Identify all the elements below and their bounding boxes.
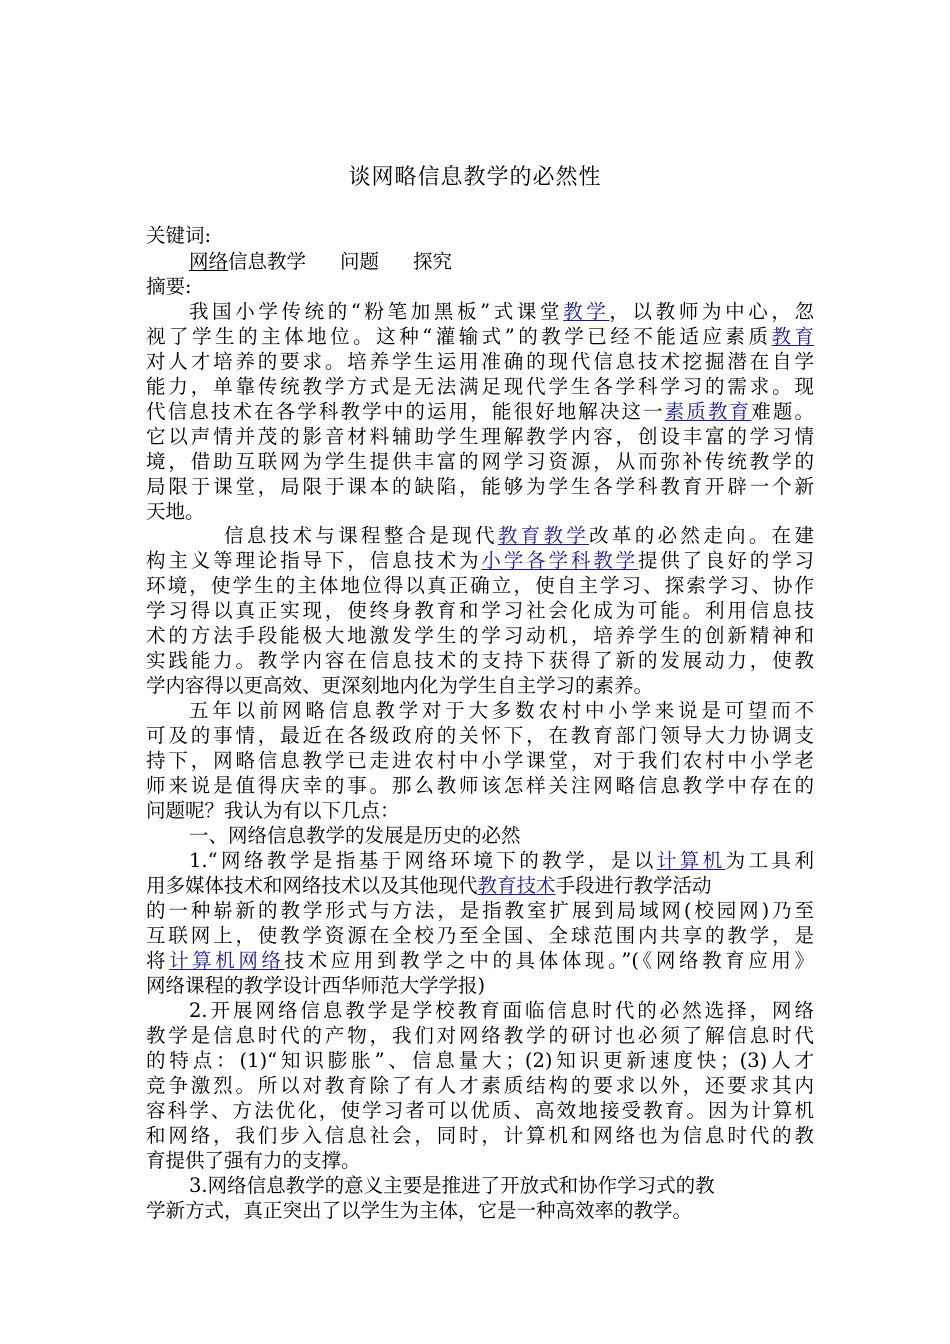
p1-line-3: 对人才培养的要求。培养学生运用准确的现代信息技术挖掘潜在自学 [146, 350, 814, 373]
item2-line-3: 的特点：(1)“知识膨胀”、信息量大；(2)知识更新速度快；(3)人才 [146, 1049, 814, 1072]
p2-line-2: 构主义等理论指导下，信息技术为小学各学科教学提供了良好的学习 [146, 549, 814, 572]
link-computer[interactable]: 计算机 [656, 849, 726, 872]
p3-line-1: 五年以前网略信息教学对于大多数农村中小学来说是可望而不 [189, 699, 814, 722]
item1-line-5: 将计算机网络技术应用到教学之中的具体体现。”(《网络教育应用》 [146, 949, 814, 972]
p3-line-5: 问题呢？我认为有以下几点： [146, 799, 400, 822]
keyword-problem: 问题 [340, 250, 380, 273]
p1-line-8: 局限于课堂，局限于课本的缺陷，能够为学生各学科教育开辟一个新 [146, 475, 814, 498]
p1-line-1: 我国小学传统的“粉笔加黑板”式课堂教学，以教师为中心，忽 [189, 300, 814, 323]
keywords-label: 关键词: [146, 224, 212, 247]
item1-line-3: 的一种崭新的教学形式与方法，是指教室扩展到局域网(校园网)乃至 [146, 899, 814, 922]
keywords-line [189, 250, 857, 274]
section-heading-1: 一、网络信息教学的发展是历史的必然 [189, 824, 521, 847]
p1-line-6: 它以声情并茂的影音材料辅助学生理解教学内容，创设丰富的学习情 [146, 425, 814, 448]
link-education[interactable]: 教育 [771, 325, 814, 348]
p1-line-4: 能力，单靠传统教学方式是无法满足现代学生各学科学习的需求。现 [146, 375, 814, 398]
p2-line-6: 实践能力。教学内容在信息技术的支持下获得了新的发展动力，使教 [146, 649, 814, 672]
p2-line-4: 学习得以真正实现，使终身教育和学习社会化成为可能。利用信息技 [146, 599, 814, 622]
item3-line-1: 3.网络信息教学的意义主要是推进了开放式和协作学习式的教 [189, 1174, 715, 1197]
p3-line-4: 师来说是值得庆幸的事。那么教师该怎样关注网略信息教学中存在的 [146, 774, 814, 797]
link-education-teaching[interactable]: 教育教学 [497, 524, 590, 547]
keyword-network: 网络 [189, 250, 229, 273]
item1-line-2: 用多媒体技术和网络技术以及其他现代教育技术手段进行教学活动 [146, 874, 712, 897]
link-quality-education[interactable]: 素质教育 [664, 400, 752, 423]
item2-line-5: 容科学、方法优化，使学习者可以优质、高效地接受教育。因为计算机 [146, 1099, 814, 1122]
item2-line-6: 和网络，我们步入信息社会，同时，计算机和网络也为信息时代的教 [146, 1124, 814, 1147]
item3-line-2: 学新方式，真正突出了以学生为主体，它是一种高效率的教学。 [146, 1199, 693, 1222]
p1-line-7: 境，借助互联网为学生提供丰富的网学习资源，从而弥补传统教学的 [146, 450, 814, 473]
link-computer-network[interactable]: 计算机网络 [169, 949, 285, 972]
keyword-info-teaching: 信息教学 [228, 250, 307, 273]
item2-line-4: 竞争激烈。所以对教育除了有人才素质结构的要求以外，还要求其内 [146, 1074, 814, 1097]
item1-line-4: 互联网上，使教学资源在全校乃至全国、全球范围内共享的教学，是 [146, 924, 814, 947]
keyword-explore: 探究 [413, 250, 453, 273]
p2-line-3: 环境，使学生的主体地位得以真正确立，使自主学习、探索学习、协作 [146, 574, 814, 597]
link-education-technology[interactable]: 教育技术 [477, 874, 556, 897]
link-teaching[interactable]: 教学 [563, 300, 610, 323]
p1-line-9: 天地。 [146, 500, 205, 523]
p2-line-7: 学内容得以更高效、更深刻地内化为学生自主学习的素养。 [146, 674, 654, 697]
item1-line-6: 网络课程的教学设计西华师范大学学报) [146, 974, 486, 997]
p2-line-1: 信息技术与课程整合是现代教育教学改革的必然走向。在建 [224, 524, 814, 547]
page-title: 谈网略信息教学的必然性 [348, 165, 602, 190]
p3-line-2: 可及的事情，最近在各级政府的关怀下，在教育部门领导大力协调支 [146, 724, 814, 747]
p1-line-5: 代信息技术在各学科教学中的运用，能很好地解决这一素质教育难题。 [146, 400, 814, 423]
item2-line-7: 育提供了强有力的支撑。 [146, 1149, 361, 1172]
p3-line-3: 持下，网略信息教学已走进农村中小学课堂，对于我们农村中小学老 [146, 749, 814, 772]
item1-line-1: 1.“网络教学是指基于网络环境下的教学，是以计算机为工具利 [189, 849, 814, 872]
item2-line-2: 教学是信息时代的产物，我们对网络教学的研讨也必须了解信息时代 [146, 1024, 814, 1047]
item2-line-1: 2.开展网络信息教学是学校教育面临信息时代的必然选择，网络 [189, 999, 814, 1022]
p1-line-2: 视了学生的主体地位。这种“灌输式”的教学已经不能适应素质教育 [146, 325, 814, 348]
p2-line-5: 术的方法手段能极大地激发学生的学习动机，培养学生的创新精神和 [146, 624, 814, 647]
link-primary-subject-teaching[interactable]: 小学各学科教学 [481, 549, 638, 572]
abstract-label: 摘要: [146, 275, 192, 298]
